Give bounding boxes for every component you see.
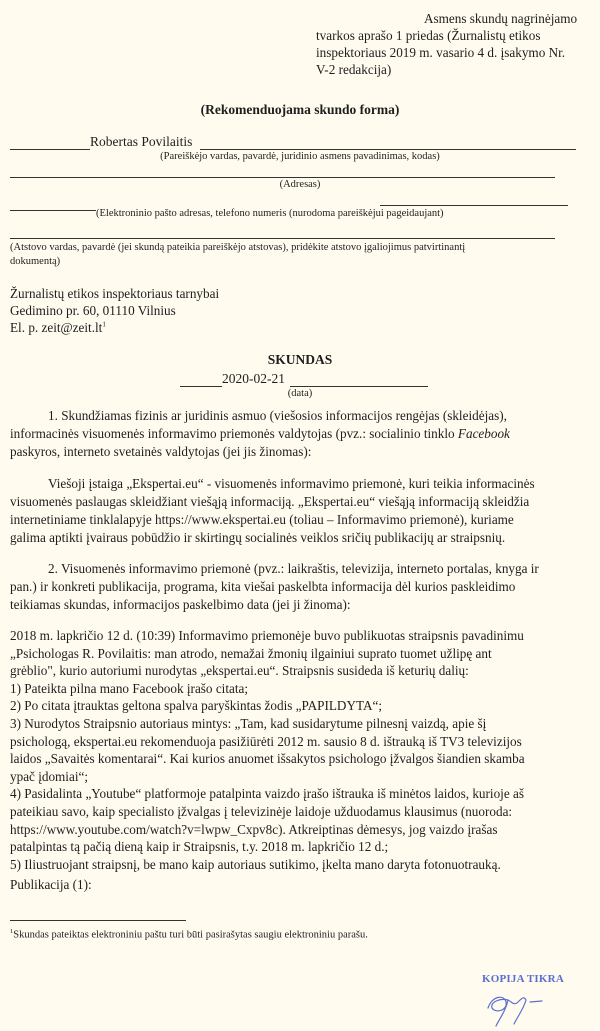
header-note-line: tvarkos aprašo 1 priedas (Žurnalistų etikos — [316, 28, 541, 43]
section1-question: 1. Skundžiamas fizinis ar juridinis asmuo (viešosios informacijos rengėjas (skleidėjas), — [48, 408, 507, 423]
address-line[interactable] — [10, 177, 555, 178]
recipient-line: Žurnalistų etikos inspektoriaus tarnybai — [10, 286, 220, 301]
footnote-ref: 1 — [102, 320, 106, 329]
header-note-line: inspektoriaus 2019 m. vasario 4 d. įsakymo Nr. — [316, 45, 566, 60]
footnote-text: Skundas pateiktas elektroniniu paštu turi būti pasirašytas saugiu elektroniniu parašu. — [13, 929, 368, 941]
signature — [478, 984, 558, 1029]
address-caption: (Adresas) — [279, 179, 321, 190]
section2-answer-line: patalpintas tą pačią dieną kaip ir Straipsnis, t.y. 2018 m. lapkričio 12 d.; — [10, 839, 389, 855]
applicant-field[interactable]: Robertas Povilaitis — [90, 134, 193, 149]
section1-question-text: informacinės visuomenės informavimo priemonės valdytojas (pvz.: socialinio tinklo — [10, 426, 458, 441]
section2-answer-line: 5) Iliustruojant straipsnį, be mano kaip autoriaus sutikimo, įkelta mano daryta fotonuotrauką. — [10, 856, 501, 872]
section2-answer-line: psichologą, ekspertai.eu rekomenduoja pasižiūrėti 2012 m. sausio 8 d. ištrauką iš TV3 televizijos — [10, 733, 522, 749]
contact-line-left[interactable] — [10, 210, 96, 211]
section2-answer-line: grėblio", kurio autoriumi nurodytas „ekspertai.eu“. Straipsnis susideda iš keturių dalių: — [10, 663, 469, 679]
recipient-email-text[interactable]: El. p. zeit@zeit.lt — [10, 320, 103, 335]
applicant-caption: (Pareiškėjo vardas, pavardė, juridinio asmens pavadinimas, kodas) — [160, 151, 440, 162]
signature-stroke — [488, 997, 542, 1026]
applicant-line-right — [200, 149, 576, 150]
copy-stamp: KOPIJA TIKRA — [482, 973, 564, 985]
header-note-line: V-2 redakcija) — [316, 62, 392, 77]
section2-answer-line: 2018 m. lapkričio 12 d. (10:39) Informavimo priemonėje buvo publikuotas straipsnis pavadinimu — [10, 628, 524, 643]
section2-question: pan.) ir konkreti publikacija, programa, kita viešai paskelbta informacija dėl kurios paskleidimo — [10, 579, 516, 594]
contact-caption: (Elektroninio pašto adresas, telefono numeris (nurodoma pareiškėjui pageidaujant) — [96, 208, 444, 219]
section2-answer-line: laidos „Savaitės komentarai“. Kai kurios anuomet išsakytos psichologo įžvalgos šiandien skamba — [10, 751, 525, 767]
section1-answer: internetiniame tinklalapyje https://www.ekspertai.eu (toliau – Informavimo priemonė), kuriame — [10, 512, 514, 527]
recipient-email — [10, 320, 106, 336]
header-note-line: Asmens skundų nagrinėjamo — [424, 11, 578, 26]
representative-caption: dokumentą) — [10, 256, 61, 267]
facebook-italic: Facebook — [457, 426, 510, 441]
contact-line-right[interactable] — [380, 205, 568, 206]
section2-question: 2. Visuomenės informavimo priemonė (pvz.: laikraštis, televizija, interneto portalas, knyga ir — [48, 561, 539, 576]
representative-line[interactable] — [10, 238, 555, 239]
section2-answer-line: 1) Pateikta pilna mano Facebook įrašo citata; — [10, 680, 249, 696]
publication-label: Publikacija (1): — [10, 877, 92, 892]
section2-answer-line: pateikiau savo, kaip specialisto įžvalgas į televizinėje laidoje užduodamus klausimus (nuoroda: — [10, 804, 513, 819]
date-field[interactable]: 2020-02-21 — [222, 371, 285, 386]
section2-question: teikiamas skundas, informacijos paskelbimo data (jei ji žinoma): — [10, 597, 351, 612]
section2-answer-line: https://www.youtube.com/watch?v=lwpw_Cxpv8c). Atkreiptinas dėmesys, jog vaizdo įrašas — [10, 821, 498, 837]
section1-answer: Viešoji įstaiga „Ekspertai.eu“ - visuomenės informavimo priemonė, kuri teikia informacinės — [48, 476, 535, 491]
form-title: (Rekomenduojama skundo forma) — [200, 102, 400, 117]
date-line-right — [290, 386, 428, 387]
section1-question — [10, 426, 510, 442]
section2-answer-line: 2) Po citata įtrauktas geltona spalva paryškintas žodis „PAPILDYTA“; — [10, 698, 383, 714]
section1-answer: galima aptikti įvairaus pobūdžio ir skirtingų socialinės veiklos sričių publikacijų ar straipsnių. — [10, 530, 506, 545]
footnote-mark: 1 — [10, 928, 14, 935]
section1-question: paskyros, interneto svetainės valdytojas (jei jis žinomas): — [10, 444, 312, 459]
representative-caption: (Atstovo vardas, pavardė (jei skundą pateikia pareiškėjo atstovas), pridėkite atstovo įgaliojimus patvirtinantį — [10, 242, 466, 253]
section2-answer-line: 3) Nurodytos Straipsnio autoriaus mintys: „Tam, kad susidarytume pilnesnį vaizdą, apie šį — [10, 716, 487, 731]
section2-answer-line: „Psichologas R. Povilaitis: man atrodo, nemažai žmonių ilgainiui suprato tuomet užlipę ant — [10, 645, 492, 661]
section2-answer-line: ypač įdomiai“; — [10, 768, 88, 784]
date-caption: (data) — [287, 388, 313, 399]
section1-answer: visuomenės paslaugas skleidžiant viešąją informaciją. „Ekspertai.eu“ viešąją informaciją skleidžia — [10, 494, 530, 509]
complaint-heading: SKUNDAS — [267, 352, 333, 367]
recipient-line: Gedimino pr. 60, 01110 Vilnius — [10, 303, 176, 318]
date-line-left — [180, 386, 222, 387]
footnote — [10, 928, 368, 941]
footnote-separator — [10, 920, 186, 921]
section2-answer-line: 4) Pasidalinta „Youtube“ platformoje patalpinta vaizdo įrašo ištrauka iš minėtos laidos, kurioje aš — [10, 786, 524, 802]
applicant-line-left — [10, 149, 90, 150]
